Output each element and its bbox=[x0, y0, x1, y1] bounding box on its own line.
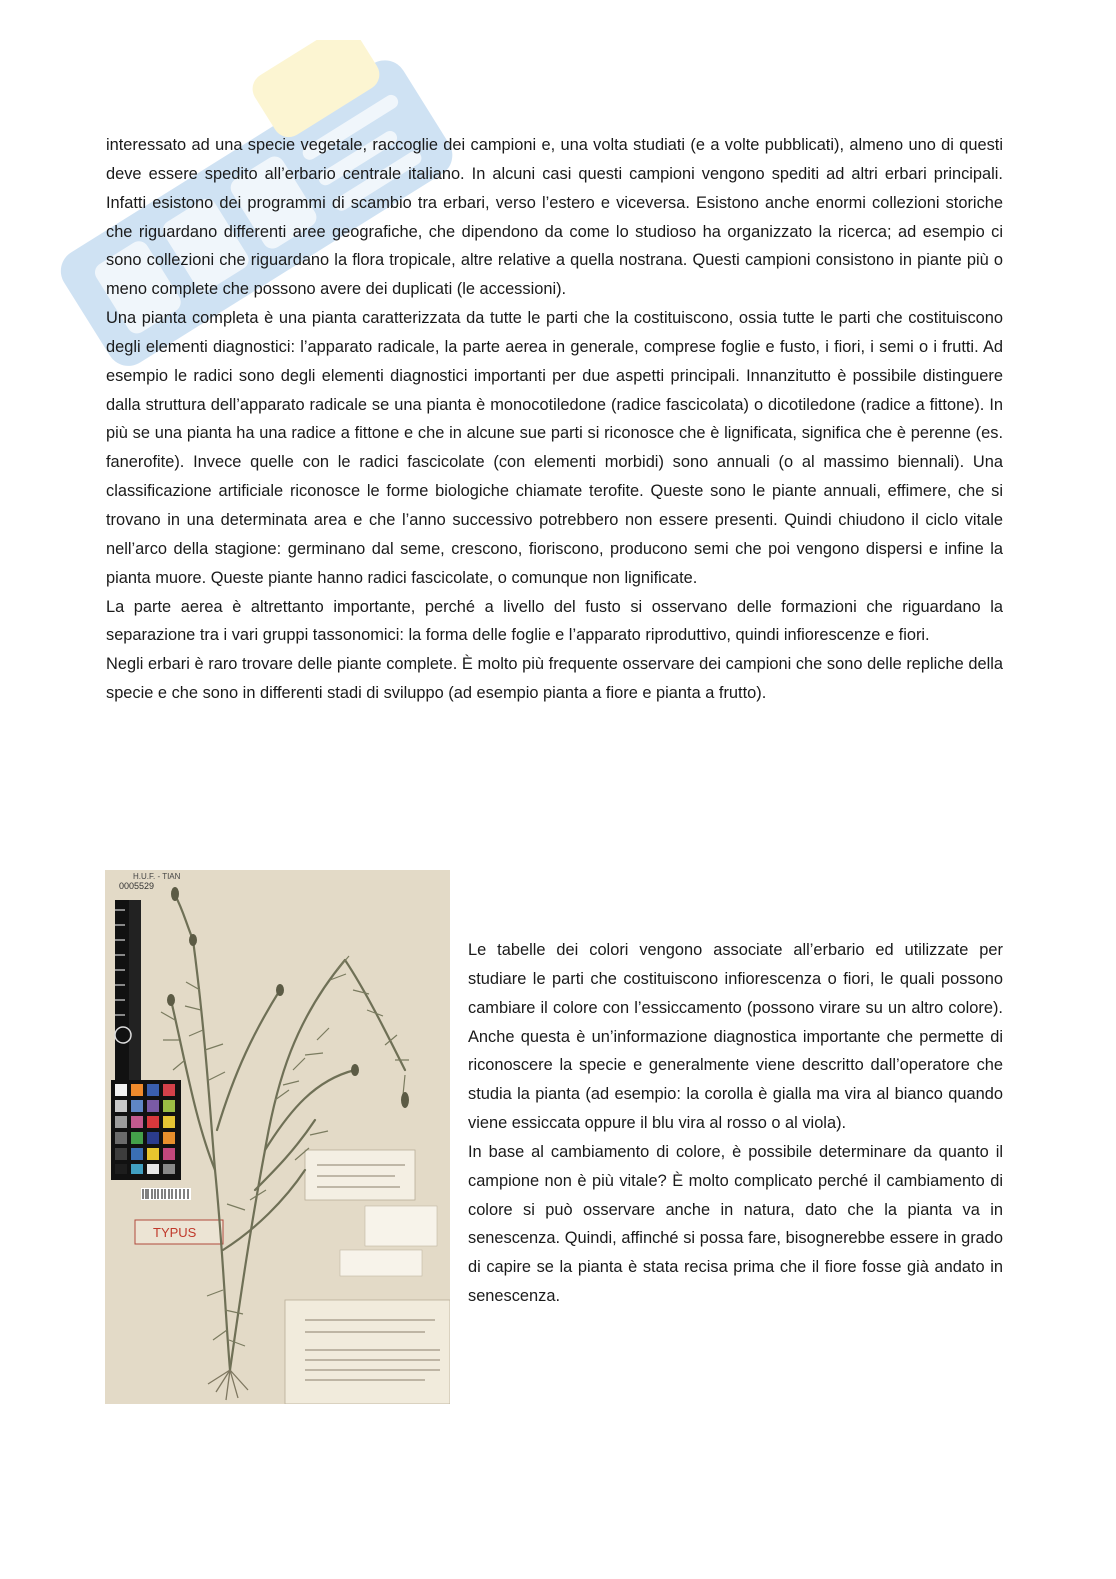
herbarium-code: H.U.F. - TIAN bbox=[133, 872, 181, 881]
paragraph-aerial-part: La parte aerea è altrettanto importante, perché a livello del fusto si osservano delle formazioni che riguardano la separazione tra i vari gruppi tassonomici: la forma delle foglie e l’apparato riproduttivo, quindi infiorescenze e fiori. bbox=[106, 597, 1003, 645]
paragraph-complete-plant: Una pianta completa è una pianta caratterizzata da tutte le parti che la costituiscono, ossia tutte le parti che costituiscono degli elementi diagnostici: l’apparato radicale, la parte aerea in generale, comprese foglie e fusto, i fiori, i semi o i frutti. Ad esempio le radici sono degli elementi diagnostici importanti per due aspetti principali. Innanzitutto è possibile distinguere dalla struttura dell’apparato radicale se una pianta è monocotiledone (radice fascicolata) o dicotiledone (radice a fittone). In più se una pianta ha una radice a fittone e che in alcune sue parti si riconosce che è lignificata, significa che è perenne (es. fanerofite). Invece quelle con le radici fascicolate (con elementi morbidi) sono annuali (o al massimo biennali). Una classificazione artificiale riconosce le forme biologiche chiamate terofite. Queste sono le piante annuali, effimere, che si trovano in una determinata area e che l’anno successivo potrebbero non essere presenti. Quindi chiudono il ciclo vitale nell’arco della stagione: germinano dal seme, crescono, fioriscono, producono semi che poi vengono dispersi e infine la pianta muore. Queste piante hanno radici fascicolate, o comunque non lignificate. bbox=[106, 309, 1003, 587]
catalog-number: 0005529 bbox=[119, 881, 155, 891]
side-text-block bbox=[468, 936, 1003, 1311]
paragraph-incomplete-specimens: Negli erbari è raro trovare delle piante complete. È molto più frequente osservare dei campioni che sono delle repliche della specie e che sono in differenti stadi di sviluppo (ad esempio pianta a fiore e pianta a frutto). bbox=[106, 655, 1003, 703]
paragraph-color-tables: Le tabelle dei colori vengono associate all’erbario ed utilizzate per studiare le parti che costituiscono infiorescenza o fiori, le quali possono cambiare il colore con l’essiccamento (possono virare su un altro colore). Anche questa è un’informazione diagnostica importante che permette di riconoscere la specie e generalmente viene descritto dall’operatore che studia la pianta (ad esempio: la corolla è gialla ma vira al bianco quando viene essiccata oppure il blu vira al rosso o al viola). bbox=[468, 941, 1003, 1133]
specimen-illustration bbox=[105, 870, 450, 1404]
document-body bbox=[106, 131, 1003, 708]
typus-stamp: TYPUS bbox=[153, 1225, 197, 1240]
paragraph-color-change: In base al cambiamento di colore, è possibile determinare da quanto il campione non è più vitale? È molto complicato perché il cambiamento di colore si può osservare anche in natura, dato che la pianta va in senescenza. Quindi, affinché si possa fare, bisognerebbe essere in grado di capire se la pianta è stata recisa prima che il fiore fosse già andato in senescenza. bbox=[468, 1142, 1003, 1306]
paragraph-collections: interessato ad una specie vegetale, raccoglie dei campioni e, una volta studiati (e a volte pubblicati), almeno uno di questi deve essere spedito all’erbario centrale italiano. In alcuni casi questi campioni vengono spediti ad altri erbari principali. Infatti esistono dei programmi di scambio tra erbari, verso l’estero e viceversa. Esistono anche enormi collezioni storiche che riguardano differenti aree geografiche, che dipendono da come lo studioso ha organizzato la ricerca; ad esempio ci sono collezioni che riguardano la flora tropicale, altre relative a quella nostrana. Questi campioni consistono in piante più o meno complete che possono avere dei duplicati (le accessioni). bbox=[106, 136, 1003, 299]
herbarium-specimen-image bbox=[105, 870, 450, 1404]
